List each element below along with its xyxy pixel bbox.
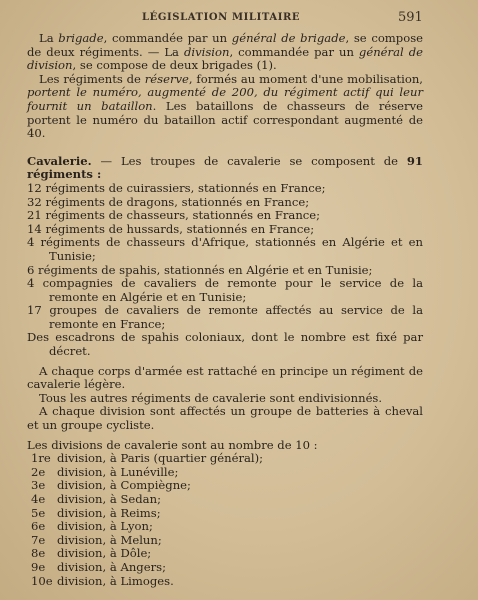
paragraph-brigade [27, 32, 423, 73]
italic-term: général de brigade [231, 31, 346, 45]
text-run: Les régiments de [39, 71, 145, 86]
division-item [27, 575, 423, 589]
italic-term: portent le numéro, augmenté de 200, du régiment actif qui leur fournit un bataillon [27, 85, 423, 113]
divisions-list [27, 452, 423, 588]
page-body [27, 32, 423, 588]
division-ordinal: 4e [31, 492, 46, 506]
division-item [27, 534, 423, 548]
division-text: division, à Paris (quartier général); [57, 451, 264, 466]
text-run: — Les troupes de cavalerie se composent de [91, 153, 407, 168]
division-ordinal: 7e [31, 532, 46, 547]
division-item [27, 493, 423, 507]
division-ordinal: 6e [31, 519, 46, 534]
list-item: 4 compagnies de cavaliers de remonte pour le service de la remonte en Algérie et en Tunisie; [27, 276, 423, 304]
text-run: , commandée par un [103, 31, 232, 45]
division-text: division, à Dôle; [57, 546, 152, 561]
division-ordinal: 3e [31, 478, 46, 493]
division-item [27, 520, 423, 534]
division-item [27, 561, 423, 575]
text-run: , se compose de deux brigades (1). [72, 58, 277, 73]
list-item: 12 régiments de cuirassiers, stationnés en France; [27, 180, 326, 195]
running-head: LÉGISLATION MILITAIRE [142, 12, 301, 23]
paragraph-corps: A chaque corps d'armée est rattaché en principe un régiment de cavalerie légère. [27, 363, 423, 392]
division-ordinal: 1re [31, 451, 51, 466]
division-item [27, 466, 423, 480]
bold-count: 91 régiments : [27, 153, 423, 182]
division-item [27, 547, 423, 561]
division-ordinal: 2e [31, 464, 46, 479]
paragraph-reserve [27, 73, 423, 141]
division-text: division, à Limoges. [57, 573, 174, 588]
text-run: , formés au moment d'une mobilisation, [188, 71, 423, 86]
paragraph-endivisionnes: Tous les autres régiments de cavalerie sont endivisionnés. [39, 390, 383, 405]
division-text: division, à Compiègne; [57, 478, 191, 493]
list-item: 21 régiments de chasseurs, stationnés en France; [27, 208, 321, 223]
italic-term: division [183, 44, 230, 59]
list-item: 4 régiments de chasseurs d'Afrique, stationnés en Algérie et en Tunisie; [27, 235, 423, 263]
list-item: Des escadrons de spahis coloniaux, dont le nombre est fixé par décret. [27, 330, 423, 359]
division-item [27, 452, 423, 466]
text-run: . Les bataillons de chasseurs de réserve portent le numéro du bataillon actif correspondant augmenté de 40. [27, 98, 423, 141]
division-ordinal: 5e [31, 505, 46, 520]
page-number: 591 [398, 10, 423, 25]
text-run: La [39, 31, 59, 45]
division-text: division, à Lunéville; [57, 464, 179, 479]
division-item [27, 507, 423, 521]
text-run: , se compose de deux régiments. — La [27, 31, 424, 59]
division-text: division, à Reims; [57, 505, 161, 520]
division-text: division, à Lyon; [57, 519, 153, 534]
page-header [0, 10, 478, 28]
cavalry-list [27, 182, 423, 359]
division-ordinal: 9e [31, 559, 46, 574]
paragraph-batteries: A chaque division sont affectés un groupe de batteries à cheval et un groupe cycliste. [27, 404, 423, 433]
list-item: 32 régiments de dragons, stationnés en France; [27, 194, 310, 209]
divisions-intro: Les divisions de cavalerie sont au nombre de 10 : [27, 437, 318, 452]
italic-term: général de division [27, 44, 423, 73]
section-heading: Cavalerie. [27, 153, 92, 168]
division-item [27, 479, 423, 493]
italic-term: réserve [144, 71, 189, 86]
paragraph-cavalerie [27, 155, 423, 182]
division-ordinal: 10e [31, 573, 53, 588]
list-item: 14 régiments de hussards, stationnés en France; [27, 221, 315, 236]
list-item: 17 groupes de cavaliers de remonte affectés au service de la remonte en France; [27, 303, 423, 331]
text-run: , commandée par un [229, 44, 359, 59]
division-text: division, à Angers; [57, 559, 166, 574]
division-ordinal: 8e [31, 546, 46, 561]
list-item: 6 régiments de spahis, stationnés en Algérie et en Tunisie; [27, 262, 373, 277]
division-text: division, à Melun; [57, 532, 162, 547]
division-text: division, à Sedan; [57, 492, 161, 506]
italic-term: brigade [58, 31, 104, 45]
